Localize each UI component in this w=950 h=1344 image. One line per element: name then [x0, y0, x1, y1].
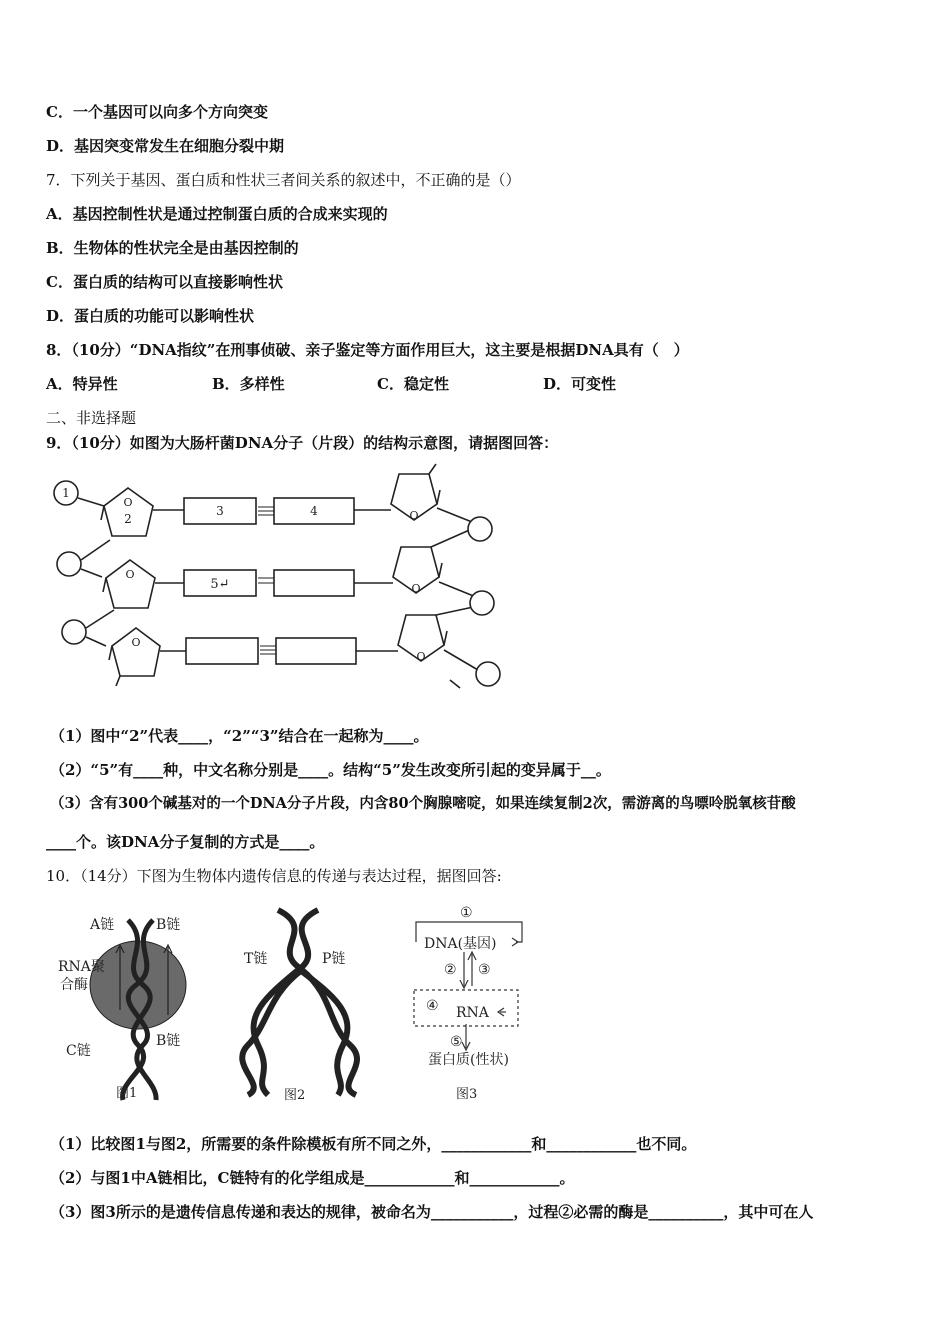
label-2: 2: [124, 512, 132, 526]
base: [276, 638, 356, 664]
fig1-rna-pol-label-2: 合酶: [60, 977, 88, 993]
q10-stem: 10．（14分）下图为生物体内遗传信息的传递与表达过程，据图回答:: [46, 867, 502, 885]
fig3-protein-label: 蛋白质(性状): [428, 1052, 509, 1068]
q10-sub1: （1）比较图1与图2，所需要的条件除模板有所不同之外，____________和____________也不同。: [50, 1135, 697, 1153]
q7-option-c: C．蛋白质的结构可以直接影响性状: [46, 273, 283, 291]
figure-1-transcription: [58, 905, 208, 1105]
label-o: O: [411, 582, 421, 595]
q8-option-a: A．特异性: [46, 375, 118, 393]
label-4: 4: [310, 504, 318, 518]
q9-sub3-line2: ____个。该DNA分子复制的方式是____。: [46, 833, 325, 851]
label-5: 5↵: [210, 577, 230, 592]
label-3: 3: [216, 504, 224, 518]
fig3-process-1: ①: [460, 905, 473, 921]
fig1-rna-pol-label-1: RNA聚: [58, 959, 105, 975]
fig3-dna-label: DNA(基因): [424, 936, 497, 952]
phosphate: [470, 591, 494, 615]
label-o: O: [416, 650, 426, 663]
q8-option-c: C．稳定性: [377, 375, 449, 393]
q9-sub3-line1: （3）含有300个碱基对的一个DNA分子片段，内含80个胸腺嘧啶，如果连续复制2次，需游离的鸟嘌呤脱氧核苷酸: [50, 795, 796, 812]
q7-option-b: B．生物体的性状完全是由基因控制的: [46, 239, 299, 257]
q9-stem: 9．（10分）如图为大肠杆菌DNA分子（片段）的结构示意图，请据图回答：: [46, 434, 559, 452]
q10-sub3: （3）图3所示的是遗传信息传递和表达的规律，被命名为___________，过程②必需的酶是__________，其中可在人: [50, 1203, 814, 1221]
phosphate: [468, 517, 492, 541]
figure-3-central-dogma: [410, 900, 540, 1105]
fig3-process-5: ⑤: [450, 1034, 463, 1050]
fig2-t-chain-label: T链: [244, 951, 268, 967]
q9-sub1: （1）图中“2”代表____，“2”“3”结合在一起称为____。: [50, 727, 429, 745]
label-1: 1: [62, 486, 70, 500]
fig2-p-chain-label: P链: [322, 951, 346, 967]
q8-stem: 8．（10分）“DNA指纹”在刑事侦破、亲子鉴定等方面作用巨大，这主要是根据DNA具有（ ）: [46, 341, 689, 359]
fig3-rna-label: RNA: [456, 1005, 489, 1021]
fig3-caption: 图3: [456, 1087, 478, 1102]
label-o: O: [409, 509, 419, 522]
label-o: O: [131, 636, 141, 649]
q9-sub2: （2）“5”有____种，中文名称分别是____。结构“5”发生改变所引起的变异属于__。: [50, 761, 611, 779]
q6-option-c: C．一个基因可以向多个方向突变: [46, 103, 268, 121]
q8-option-d: D．可变性: [543, 375, 617, 393]
fig1-a-chain-label: A链: [90, 917, 115, 933]
phosphate: [57, 552, 81, 576]
q7-option-d: D．蛋白质的功能可以影响性状: [46, 307, 255, 325]
label-o: O: [123, 496, 133, 509]
fig1-caption: 图1: [116, 1086, 138, 1101]
q7-stem: 7．下列关于基因、蛋白质和性状三者间关系的叙述中，不正确的是（）: [46, 171, 521, 189]
q7-option-a: A．基因控制性状是通过控制蛋白质的合成来实现的: [46, 205, 388, 223]
fig2-caption: 图2: [284, 1088, 306, 1103]
q8-option-b: B．多样性: [212, 375, 285, 393]
label-o: O: [125, 568, 135, 581]
fig3-process-2: ②: [444, 962, 457, 978]
section-title: 二、非选择题: [46, 409, 137, 427]
phosphate: [62, 620, 86, 644]
fig1-c-chain-label: C链: [66, 1043, 91, 1059]
base: [274, 570, 354, 596]
base: [186, 638, 258, 664]
dna-structure-figure: [48, 462, 508, 697]
fig3-process-4: ④: [426, 998, 439, 1014]
fig1-b-chain-top-label: B链: [156, 917, 181, 933]
q10-sub2: （2）与图1中A链相比，C链特有的化学组成是____________和____________。: [50, 1169, 575, 1187]
fig3-process-3: ③: [478, 962, 491, 978]
figure-2-replication: [238, 905, 368, 1105]
q6-option-d: D．基因突变常发生在细胞分裂中期: [46, 137, 285, 155]
phosphate: [476, 662, 500, 686]
fig1-b-chain-bottom-label: B链: [156, 1033, 181, 1049]
